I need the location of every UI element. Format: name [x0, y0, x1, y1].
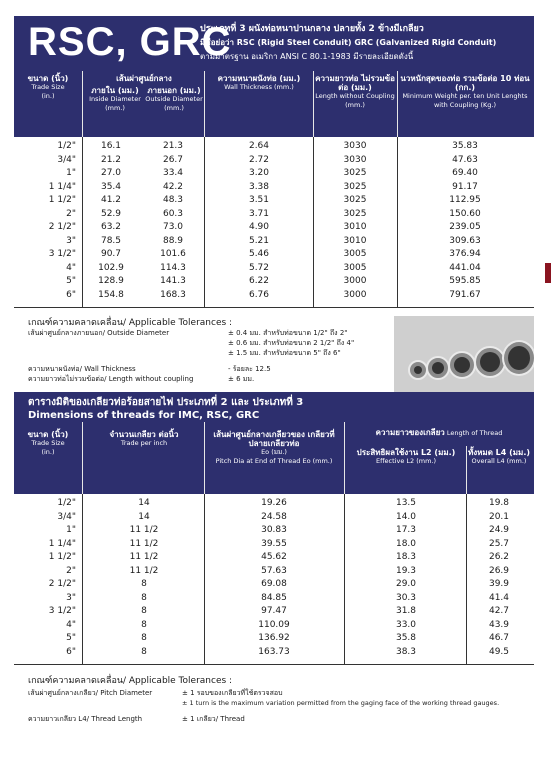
header-line-1: ประเภทที่ 3 ผนังท่อหนาปานกลาง ปลายทั้ง 2 ข้างมีเกลียว — [200, 24, 424, 34]
t1-weight-th: นวหนักสุดของท่อ รวมข้อต่อ 10 ท่อน (กก.) — [400, 74, 530, 92]
table-cell: 41.4 — [488, 592, 510, 603]
table-cell: 101.6 — [160, 249, 186, 259]
table-row — [14, 168, 534, 179]
t1-col-wall — [206, 74, 312, 92]
table-cell: 168.3 — [160, 289, 186, 300]
table-cell: 63.2 — [100, 222, 122, 232]
table-row — [14, 539, 534, 550]
table-cell: 21.2 — [100, 154, 122, 165]
t1-outside-en: Outside Diameter (mm.) — [145, 95, 203, 112]
t2-pitch-th: เส้นผ่าศูนย์กลางเกลียวของ เกลียวที่ปลายเกลียวท่อ — [213, 430, 335, 448]
table-row — [14, 182, 534, 193]
t1-size-en: Trade Size (in.) — [31, 83, 65, 100]
table-row — [14, 209, 534, 220]
table-cell: 3" — [66, 235, 76, 246]
table1-header — [14, 71, 534, 137]
table-cell: 3025 — [343, 168, 367, 178]
table-cell: 2.64 — [248, 141, 270, 151]
table-cell: 24.58 — [261, 511, 287, 522]
pipes-photo — [394, 316, 534, 394]
table-row — [14, 141, 534, 152]
table-cell: 3/4" — [57, 154, 76, 165]
table-cell: 150.60 — [449, 208, 481, 219]
t1-col-outside — [144, 86, 204, 113]
table-cell: 8 — [141, 579, 147, 589]
table-cell: 19.3 — [395, 565, 417, 576]
table-row — [14, 593, 534, 604]
table2-body — [14, 494, 534, 664]
table-cell: 27.0 — [100, 168, 122, 178]
table-cell: 163.73 — [258, 646, 290, 657]
table-cell: 21.3 — [162, 141, 184, 151]
table-cell: 8 — [141, 619, 147, 630]
t2-col-len — [346, 428, 532, 438]
t1-col-inside — [86, 86, 144, 113]
table-cell: 41.2 — [100, 195, 122, 205]
table-row — [14, 647, 534, 658]
table-cell: 5.72 — [248, 262, 270, 273]
table2-header — [14, 422, 534, 494]
table-row — [14, 236, 534, 247]
table-cell: 3 1/2" — [48, 249, 76, 259]
table-cell: 3005 — [343, 249, 367, 259]
table-cell: 14 — [138, 498, 150, 508]
table-row — [14, 633, 534, 644]
t2-col-tpi — [84, 430, 204, 448]
table-cell: 14.0 — [395, 511, 417, 522]
t1-inside-en: Inside Diameter (mm.) — [89, 95, 141, 112]
table-cell: 3010 — [343, 222, 367, 232]
t1-length-en: Length without Coupling (mm.) — [315, 92, 395, 109]
t1-col-size — [18, 74, 78, 101]
table-cell: 791.67 — [449, 289, 481, 300]
table-cell: 1 1/4" — [48, 181, 76, 192]
table-row — [14, 606, 534, 617]
tol1-length-value: ± 6 มม. — [228, 375, 255, 383]
tol2-pitch-line-1: ± 1 รอบของเกลียวที่ใช้ตรวจสอบ — [182, 689, 283, 697]
table-row — [14, 566, 534, 577]
table-cell: 39.55 — [261, 538, 287, 549]
table-cell: 35.4 — [100, 181, 122, 192]
table-cell: 112.95 — [449, 195, 481, 205]
table-cell: 18.3 — [395, 552, 417, 562]
t2-len-th: ความยาวของเกลียว — [375, 428, 445, 437]
table-cell: 8 — [141, 606, 147, 616]
table-cell: 5.46 — [248, 249, 270, 259]
tol1-od-line-2: ± 0.6 มม. สำหรับท่อขนาด 2 1/2" ถึง 4" — [228, 339, 355, 347]
table-cell: 43.9 — [488, 619, 510, 630]
table-cell: 6.76 — [248, 289, 270, 300]
t2-len-en: Length of Thread — [446, 429, 503, 437]
table-row — [14, 290, 534, 301]
table-cell: 2" — [66, 208, 76, 219]
table-cell: 78.5 — [100, 235, 122, 246]
table-row — [14, 498, 534, 509]
t2-tpi-th: จำนวนเกลียว ต่อนิ้ว — [109, 430, 179, 439]
table-cell: 45.62 — [261, 552, 287, 562]
table-cell: 5" — [66, 633, 76, 643]
t1-outside-th: ภายนอก (มม.) — [147, 86, 201, 95]
table-cell: 35.8 — [395, 633, 417, 643]
tol1-title: เกณฑ์ความคลาดเคลื่อน/ Applicable Tolerances : — [28, 318, 233, 328]
t1-wall-th: ความหนาผนังท่อ (มม.) — [217, 74, 301, 83]
table-cell: 3.71 — [248, 208, 270, 219]
table-row — [14, 512, 534, 523]
table-cell: 69.08 — [261, 579, 287, 589]
table-cell: 47.63 — [452, 154, 478, 165]
table-cell: 88.9 — [162, 235, 184, 246]
threads-section-title — [14, 392, 534, 422]
tol2-pitch-label: เส้นผ่าศูนย์กลางเกลียว/ Pitch Diameter — [28, 689, 153, 697]
table-cell: 90.7 — [100, 249, 122, 259]
tolerances-1 — [28, 318, 408, 384]
table-cell: 30.3 — [395, 592, 417, 603]
table-cell: 3.20 — [248, 168, 270, 178]
table-cell: 3025 — [343, 181, 367, 192]
table-cell: 97.47 — [261, 606, 287, 616]
table-cell: 4" — [66, 262, 76, 273]
table-cell: 42.7 — [488, 606, 510, 616]
tolerances-2 — [28, 676, 534, 726]
t2-all-th: ทั้งหมด L4 (มม.) — [467, 448, 531, 457]
header-banner — [14, 16, 534, 71]
tol1-od-line-3: ± 1.5 มม. สำหรับท่อขนาด 5" ถึง 6" — [228, 349, 341, 357]
table-cell: 3/4" — [57, 511, 76, 522]
table-cell: 38.3 — [395, 646, 417, 657]
table-cell: 1 1/2" — [48, 195, 76, 205]
tol1-od-line-1: ± 0.4 มม. สำหรับท่อขนาด 1/2" ถึง 2" — [228, 329, 348, 337]
table-cell: 3010 — [343, 235, 367, 246]
table-cell: 3025 — [343, 208, 367, 219]
table-cell: 2 1/2" — [48, 579, 76, 589]
tol1-length-label: ความยาวท่อไม่รวมข้อต่อ/ Length without coupling — [28, 375, 194, 383]
table-row — [14, 525, 534, 536]
table-cell: 30.83 — [261, 525, 287, 535]
header-line-3: ตามมาตรฐาน อเมริกา ANSI C 80.1-1983 มีรายละเอียดดังนี้ — [200, 52, 414, 61]
table-cell: 26.2 — [488, 552, 510, 562]
t1-col-dia — [86, 74, 202, 83]
t2-eff-th: ประสิทธิผลใช้งาน L2 (มม.) — [356, 448, 456, 457]
table-cell: 2 1/2" — [48, 222, 76, 232]
t2-col-all — [466, 448, 532, 466]
table-cell: 60.3 — [162, 208, 184, 219]
t2-eff-en: Effective L2 (mm.) — [375, 457, 437, 465]
tol1-od-label: เส้นผ่าศูนย์กลางภายนอก/ Outside Diameter — [28, 329, 170, 337]
t1-length-th: ความยาวท่อ ไม่รวมข้อต่อ (มม.) — [315, 74, 395, 92]
table-cell: 309.63 — [449, 235, 481, 246]
t1-dia-th: เส้นผ่าศูนย์กลาง — [116, 74, 172, 83]
table-cell: 3.38 — [248, 181, 270, 192]
tol2-title: เกณฑ์ความคลาดเคลื่อน/ Applicable Tolerances : — [28, 676, 233, 686]
table-cell: 20.1 — [488, 511, 510, 522]
table-cell: 376.94 — [449, 249, 481, 259]
table-cell: 84.85 — [261, 592, 287, 603]
t2-pitch-eo: Eo (มม.) — [261, 448, 287, 456]
t2-pitch-en: Pitch Dia at End of Thread Eo (mm.) — [215, 457, 333, 465]
table-cell: 3" — [66, 592, 76, 603]
table-cell: 13.5 — [395, 498, 417, 508]
t1-weight-en: Minimum Weight per. ten Unit Lenghts with Coupling (Kg.) — [402, 92, 528, 109]
table-row — [14, 552, 534, 563]
table-cell: 3005 — [343, 262, 367, 273]
table-cell: 6" — [66, 289, 76, 300]
table-cell: 1 1/4" — [48, 538, 76, 549]
table-cell: 3030 — [343, 141, 367, 151]
table-cell: 57.63 — [261, 565, 287, 576]
table-cell: 3000 — [343, 289, 367, 300]
product-title: RSC, GRC — [28, 20, 232, 64]
table-cell: 33.4 — [162, 168, 184, 178]
table-cell: 441.04 — [449, 262, 481, 273]
table-cell: 6.22 — [248, 276, 270, 286]
t2-col-size — [18, 430, 78, 457]
t2-col-pitch — [206, 430, 342, 466]
t1-col-weight — [399, 74, 531, 110]
table-cell: 3.51 — [248, 195, 270, 205]
t2-size-th: ขนาด (นิ้ว) — [27, 430, 69, 439]
t1-wall-en: Wall Thickness (mm.) — [224, 83, 294, 91]
band-line-1: ตารางมิติของเกลียวท่อร้อยสายไฟ ประเภทที่ 2 และ ประเภทที่ 3 — [28, 397, 304, 408]
table-cell: 16.1 — [100, 141, 122, 151]
table-cell: 136.92 — [258, 633, 290, 643]
table-cell: 39.9 — [488, 579, 510, 589]
table-cell: 33.0 — [395, 619, 417, 630]
table-cell: 11 1/2 — [129, 565, 159, 576]
table-row — [14, 155, 534, 166]
t1-size-th: ขนาด (นิ้ว) — [27, 74, 69, 83]
table-cell: 48.3 — [162, 195, 184, 205]
table-cell: 8 — [141, 592, 147, 603]
table-cell: 595.85 — [449, 276, 481, 286]
tol1-wall-label: ความหนาผนังท่อ/ Wall Thickness — [28, 365, 136, 373]
header-line-2: มีชื่อย่อว่า RSC (Rigid Steel Conduit) GRC (Galvanized Rigid Conduit) — [200, 38, 497, 47]
table-cell: 11 1/2 — [129, 538, 159, 549]
table-cell: 14 — [138, 511, 150, 522]
table-cell: 1 1/2" — [48, 552, 76, 562]
table-cell: 52.9 — [100, 208, 122, 219]
table-row — [14, 222, 534, 233]
table-cell: 11 1/2 — [129, 552, 159, 562]
table-cell: 26.9 — [488, 565, 510, 576]
table-row — [14, 579, 534, 590]
table-cell: 114.3 — [160, 262, 186, 273]
t2-col-eff — [346, 448, 466, 466]
table-cell: 239.05 — [449, 222, 481, 232]
table-cell: 1" — [66, 525, 76, 535]
table-cell: 2.72 — [248, 154, 270, 165]
table1-body — [14, 137, 534, 307]
table-cell: 46.7 — [488, 633, 510, 643]
table-cell: 3030 — [343, 154, 367, 165]
table-cell: 1" — [66, 168, 76, 178]
table-cell: 29.0 — [395, 579, 417, 589]
table-cell: 19.26 — [261, 498, 287, 508]
table-row — [14, 195, 534, 206]
table-row — [14, 263, 534, 274]
table-cell: 1/2" — [57, 498, 76, 508]
header-description — [200, 22, 530, 64]
table-cell: 49.5 — [488, 646, 510, 657]
table-cell: 2" — [66, 565, 76, 576]
table-cell: 35.83 — [452, 141, 478, 151]
table-cell: 154.8 — [98, 289, 124, 300]
table-cell: 11 1/2 — [129, 525, 159, 535]
tol2-length-value: ± 1 เกลียว/ Thread — [182, 715, 245, 723]
table-cell: 102.9 — [98, 262, 124, 273]
table-cell: 31.8 — [395, 606, 417, 616]
t2-tpi-en: Trade per inch — [120, 439, 168, 447]
table-cell: 73.0 — [162, 222, 184, 232]
table-cell: 4" — [66, 619, 76, 630]
table-row — [14, 249, 534, 260]
tol2-length-label: ความยาวเกลียว L4/ Thread Length — [28, 715, 143, 723]
t1-inside-th: ภายใน (มม.) — [91, 86, 139, 95]
table-cell: 3025 — [343, 195, 367, 205]
table-cell: 128.9 — [98, 276, 124, 286]
table-row — [14, 620, 534, 631]
table-cell: 19.8 — [488, 498, 510, 508]
t2-all-en: Overall L4 (mm.) — [471, 457, 527, 465]
table-cell: 110.09 — [258, 619, 290, 630]
table-cell: 6" — [66, 646, 76, 657]
table-cell: 1/2" — [57, 141, 76, 151]
tol1-wall-value: - ร้อยละ 12.5 — [228, 365, 271, 373]
table-cell: 4.90 — [248, 222, 270, 232]
table-cell: 3000 — [343, 276, 367, 286]
table-cell: 5.21 — [248, 235, 270, 246]
table-cell: 91.17 — [452, 181, 478, 192]
band-line-2: Dimensions of threads for IMC, RSC, GRC — [28, 410, 260, 421]
table-cell: 18.0 — [395, 538, 417, 549]
table-cell: 8 — [141, 646, 147, 657]
table-cell: 141.3 — [160, 276, 186, 286]
table-cell: 17.3 — [395, 525, 417, 535]
t1-col-length — [314, 74, 396, 110]
table-cell: 3 1/2" — [48, 606, 76, 616]
table-cell: 25.7 — [488, 538, 510, 549]
table-cell: 26.7 — [162, 154, 184, 165]
table-cell: 69.40 — [452, 168, 478, 178]
t2-size-en: Trade Size (in.) — [31, 439, 65, 456]
table-row — [14, 276, 534, 287]
table-cell: 42.2 — [162, 181, 184, 192]
table-cell: 5" — [66, 276, 76, 286]
table-cell: 24.9 — [488, 525, 510, 535]
table-cell: 8 — [141, 633, 147, 643]
tol2-pitch-line-2: ± 1 turn is the maximum variation permitted from the gaging face of the working thread gauges. — [182, 699, 500, 707]
edge-accent — [545, 263, 551, 283]
spec-sheet — [14, 16, 534, 766]
